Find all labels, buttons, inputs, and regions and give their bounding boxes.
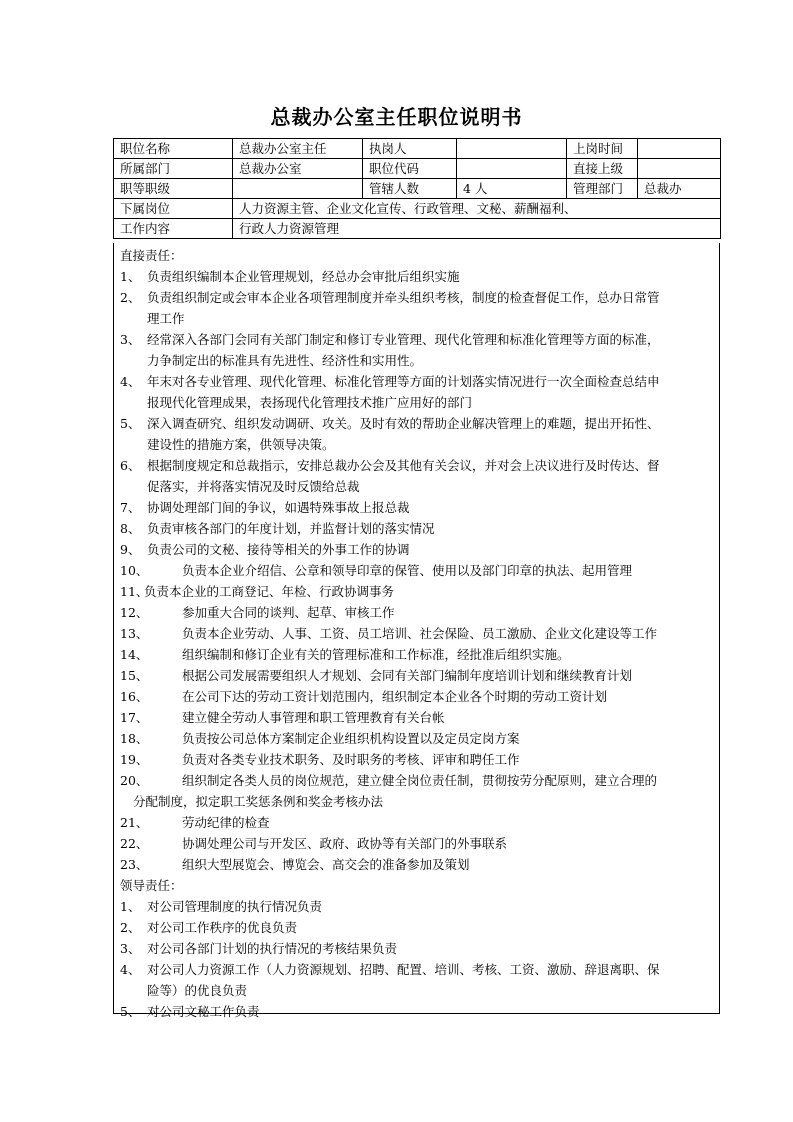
item-number: 19、 [120, 752, 149, 767]
item-number: 2、 [120, 920, 141, 935]
list-item [120, 917, 713, 938]
value-position-name: 总裁办公室主任 [233, 139, 363, 159]
list-item [120, 350, 713, 371]
direct-responsibilities-list [120, 266, 713, 875]
item-number: 23、 [120, 857, 149, 872]
value-subordinates: 人力资源主管、企业文化宣传、行政管理、文秘、薪酬福利、 [233, 199, 721, 219]
item-text: 对公司工作秩序的优良负责 [147, 920, 298, 935]
item-number: 20、 [120, 773, 149, 788]
item-number: 10、 [120, 563, 149, 578]
item-number: 16、 [120, 689, 149, 704]
list-item [120, 539, 713, 560]
list-item [120, 287, 713, 308]
item-number: 3、 [120, 332, 141, 347]
label-headcount: 管辖人数 [363, 179, 457, 199]
list-item [120, 707, 713, 728]
item-number: 22、 [120, 836, 149, 851]
label-position-code: 职位代码 [363, 159, 457, 179]
item-text: 负责组织编制本企业管理规划，经总办会审批后组织实施 [147, 269, 460, 284]
item-number: 12、 [120, 605, 149, 620]
item-number: 3、 [120, 941, 141, 956]
list-item [120, 938, 713, 959]
list-item [120, 686, 713, 707]
direct-responsibilities-heading: 直接责任： [120, 248, 183, 263]
label-subordinates: 下属岗位 [114, 199, 233, 219]
item-text: 负责审核各部门的年度计划，并监督计划的落实情况 [147, 521, 435, 536]
item-text: 促落实，并将落实情况及时反馈给总裁 [147, 479, 360, 494]
list-item [120, 518, 713, 539]
item-text: 协调处理公司与开发区、政府、政协等有关部门的外事联系 [182, 836, 508, 851]
list-item [120, 728, 713, 749]
item-text: 参加重大合同的谈判、起草、审核工作 [182, 605, 395, 620]
item-number: 5、 [120, 1004, 141, 1019]
leadership-responsibilities-list [120, 896, 713, 1022]
list-item [120, 413, 713, 434]
item-text: 对公司各部门计划的执行情况的考核结果负责 [147, 941, 398, 956]
label-direct-superior: 直接上级 [567, 159, 638, 179]
item-number: 11、 [120, 584, 149, 599]
list-item [120, 266, 713, 287]
value-start-date [638, 139, 721, 159]
label-position-name: 职位名称 [114, 139, 233, 159]
item-text: 负责本企业介绍信、公章和领导印章的保管、使用以及部门印章的执法、起用管理 [182, 563, 633, 578]
item-text: 负责按公司总体方案制定企业组织机构设置以及定员定岗方案 [182, 731, 520, 746]
item-text: 险等）的优良负责 [147, 983, 248, 998]
item-text: 根据公司发展需要组织人才规划、会同有关部门编制年度培训计划和继续教育计划 [182, 668, 633, 683]
item-text: 协调处理部门间的争议，如遇特殊事故上报总裁 [147, 500, 410, 515]
list-item [120, 476, 713, 497]
value-managing-dept: 总裁办 [638, 179, 721, 199]
list-item [120, 1001, 713, 1022]
responsibilities-block [113, 243, 720, 1019]
item-text: 负责本企业劳动、人事、工资、员工培训、社会保险、员工激励、企业文化建设等工作 [182, 626, 658, 641]
item-text: 经常深入各部门会同有关部门制定和修订专业管理、现代化管理和标准化管理等方面的标准， [147, 332, 660, 347]
list-item [120, 329, 713, 350]
item-number: 8、 [120, 521, 141, 536]
label-work-content: 工作内容 [114, 219, 233, 239]
item-text: 对公司人力资源工作（人力资源规划、招聘、配置、培训、考核、工资、激励、辞退离职、保 [147, 962, 660, 977]
item-number: 14、 [120, 647, 149, 662]
item-text: 年末对各专业管理、现代化管理、标准化管理等方面的计划落实情况进行一次全面检查总结申 [147, 374, 660, 389]
label-grade-level: 职等职级 [114, 179, 233, 199]
item-text: 建设性的措施方案，供领导决策。 [147, 437, 335, 452]
table-row [114, 159, 721, 179]
list-item [120, 749, 713, 770]
list-item [120, 959, 713, 980]
item-text: 负责组织制定或会审本企业各项管理制度并牵头组织考核，制度的检查督促工作，总办日常管 [147, 290, 660, 305]
item-number: 7、 [120, 500, 141, 515]
list-item [120, 455, 713, 476]
table-row [114, 219, 721, 239]
item-number: 6、 [120, 458, 141, 473]
item-text: 在公司下达的劳动工资计划范围内，组织制定本企业各个时期的劳动工资计划 [182, 689, 608, 704]
item-text: 负责对各类专业技术职务、及时职务的考核、评审和聘任工作 [182, 752, 520, 767]
item-number: 13、 [120, 626, 149, 641]
label-department: 所属部门 [114, 159, 233, 179]
item-number: 17、 [120, 710, 149, 725]
item-number: 15、 [120, 668, 149, 683]
item-number: 5、 [120, 416, 141, 431]
list-item [120, 623, 713, 644]
item-text: 负责公司的文秘、接待等相关的外事工作的协调 [147, 542, 410, 557]
item-number: 2、 [120, 290, 141, 305]
item-text: 组织编制和修订企业有关的管理标准和工作标准，经批准后组织实施。 [182, 647, 570, 662]
value-department: 总裁办公室 [233, 159, 363, 179]
list-item [120, 896, 713, 917]
list-item [120, 371, 713, 392]
table-row [114, 199, 721, 219]
table-row [114, 179, 721, 199]
item-text: 对公司文秘工作负责 [147, 1004, 260, 1019]
item-text: 对公司管理制度的执行情况负责 [147, 899, 323, 914]
item-number: 4、 [120, 962, 141, 977]
item-text: 报现代化管理成果，表扬现代化管理技术推广应用好的部门 [147, 395, 473, 410]
item-text: 根据制度规定和总裁指示，安排总裁办公会及其他有关会议，并对会上决议进行及时传达、督 [147, 458, 660, 473]
value-work-content: 行政人力资源管理 [233, 219, 721, 239]
position-info-table [113, 138, 721, 239]
label-managing-dept: 管理部门 [567, 179, 638, 199]
document-title: 总裁办公室主任职位说明书 [270, 105, 523, 129]
list-item [120, 602, 713, 623]
item-text: 理工作 [147, 311, 185, 326]
value-position-code [457, 159, 567, 179]
item-text: 深入调查研究、组织发动调研、攻关。及时有效的帮助企业解决管理上的难题，提出开拓性、 [147, 416, 660, 431]
item-text: 组织大型展览会、博览会、高交会的准备参加及策划 [182, 857, 470, 872]
value-incumbent [457, 139, 567, 159]
list-item [120, 581, 713, 602]
table-row [114, 139, 721, 159]
list-item [120, 665, 713, 686]
item-number: 18、 [120, 731, 149, 746]
list-item [120, 791, 713, 812]
list-item [120, 392, 713, 413]
item-text: 组织制定各类人员的岗位规范，建立健全岗位责任制，贯彻按劳分配原则，建立合理的 [182, 773, 658, 788]
value-grade-level [233, 179, 363, 199]
list-item [120, 833, 713, 854]
leadership-responsibilities-heading: 领导责任： [120, 878, 183, 893]
label-incumbent: 执岗人 [363, 139, 457, 159]
item-number: 1、 [120, 269, 141, 284]
label-start-date: 上岗时间 [567, 139, 638, 159]
item-text: 建立健全劳动人事管理和职工管理教育有关台帐 [182, 710, 445, 725]
item-text: 力争制定出的标准具有先进性、经济性和实用性。 [147, 353, 423, 368]
list-item [120, 434, 713, 455]
list-item [120, 497, 713, 518]
item-number: 4、 [120, 374, 141, 389]
value-headcount: 4 人 [457, 179, 567, 199]
item-number: 1、 [120, 899, 141, 914]
value-direct-superior [638, 159, 721, 179]
list-item [120, 560, 713, 581]
item-number: 9、 [120, 542, 141, 557]
item-text: 负责本企业的工商登记、年检、行政协调事务 [144, 584, 395, 599]
list-item [120, 854, 713, 875]
list-item [120, 770, 713, 791]
list-item [120, 308, 713, 329]
item-number: 21、 [120, 815, 149, 830]
item-text: 劳动纪律的检查 [182, 815, 270, 830]
list-item [120, 812, 713, 833]
list-item [120, 644, 713, 665]
item-text: 分配制度，拟定职工奖惩条例和奖金考核办法 [133, 794, 384, 809]
list-item [120, 980, 713, 1001]
